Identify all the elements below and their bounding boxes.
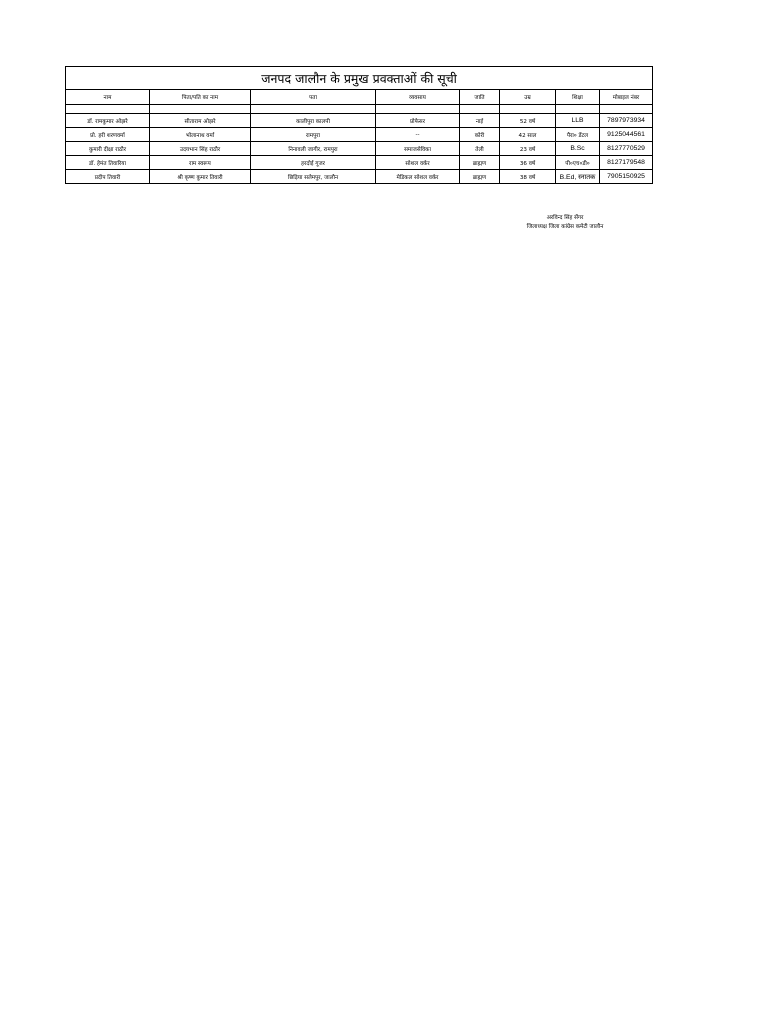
cell-age: 38 वर्ष (500, 170, 556, 184)
table-row (66, 142, 653, 156)
header-father-husband-name: पिता/पति का नाम (150, 90, 251, 105)
cell-address: रामपुरा (251, 128, 376, 142)
signature-block (505, 214, 625, 232)
cell-mobile: 8127179548 (600, 156, 653, 170)
cell-name: कुमारी दीक्षा राठौर (66, 142, 150, 156)
header-address: पता (251, 90, 376, 105)
cell-occupation: मेडिकल सोशल वर्कर (376, 170, 460, 184)
cell-education: B.Ed, स्नातक (556, 170, 600, 184)
header-row (66, 90, 653, 105)
table-row (66, 156, 653, 170)
header-age: उम्र (500, 90, 556, 105)
cell-father-name: सीताराम ओझरे (150, 114, 251, 128)
cell-mobile: 9125044561 (600, 128, 653, 142)
spokespersons-table (65, 66, 653, 184)
cell-mobile: 8127770529 (600, 142, 653, 156)
cell-occupation: समाजसेविका (376, 142, 460, 156)
cell-father-name: उदयभान सिंह राठौर (150, 142, 251, 156)
table-row (66, 170, 653, 184)
cell-caste: कोरी (460, 128, 500, 142)
signatory-name: अरविन्द सिंह सेंगर (546, 215, 584, 221)
cell-address: हरदोई गूजर (251, 156, 376, 170)
cell-name: प्रो. हरी शरणवर्मा (66, 128, 150, 142)
header-education: शिक्षा (556, 90, 600, 105)
document-title: जनपद जालौन के प्रमुख प्रवक्ताओं की सूची (66, 67, 653, 90)
cell-mobile: 7897973934 (600, 114, 653, 128)
cell-name: डॉ. हेमंत तिवारिया (66, 156, 150, 170)
cell-father-name: राम स्वरूप (150, 156, 251, 170)
cell-mobile: 7905150925 (600, 170, 653, 184)
cell-occupation: -- (376, 128, 460, 142)
header-caste: जाति (460, 90, 500, 105)
cell-name: प्रदीप तिवारी (66, 170, 150, 184)
cell-father-name: श्री कृष्ण कुमार तिवारी (150, 170, 251, 184)
title-row (66, 67, 653, 90)
cell-address: छिड़िया सलेमपुर, जालौन (251, 170, 376, 184)
cell-education: पैरा० डेंटल (556, 128, 600, 142)
cell-address: कालीपुरा कालपी (251, 114, 376, 128)
cell-education: पी०एच०डी० (556, 156, 600, 170)
cell-address: निनावली जागीर, रामपुरा (251, 142, 376, 156)
header-name: नाम (66, 90, 150, 105)
cell-caste: तेली (460, 142, 500, 156)
header-occupation: व्यवसाय (376, 90, 460, 105)
cell-education: B.Sc (556, 142, 600, 156)
cell-age: 42 साल (500, 128, 556, 142)
signatory-designation: जिलाध्यक्ष जिला कांग्रेस कमेटी जालौन (526, 224, 604, 230)
cell-occupation: प्रोफेसर (376, 114, 460, 128)
cell-father-name: भोलानाथ वर्मा (150, 128, 251, 142)
cell-caste: ब्राह्मण (460, 170, 500, 184)
cell-education: LLB (556, 114, 600, 128)
cell-age: 36 वर्ष (500, 156, 556, 170)
table-row (66, 128, 653, 142)
cell-name: डॉ. रामकुमार ओझरे (66, 114, 150, 128)
table-row (66, 114, 653, 128)
cell-age: 52 वर्ष (500, 114, 556, 128)
cell-age: 23 वर्ष (500, 142, 556, 156)
cell-caste: ब्राह्मण (460, 156, 500, 170)
header-mobile: मोबाइल नंबर (600, 90, 653, 105)
cell-caste: नाई (460, 114, 500, 128)
spacer-row (66, 105, 653, 114)
cell-occupation: सोशल वर्कर (376, 156, 460, 170)
